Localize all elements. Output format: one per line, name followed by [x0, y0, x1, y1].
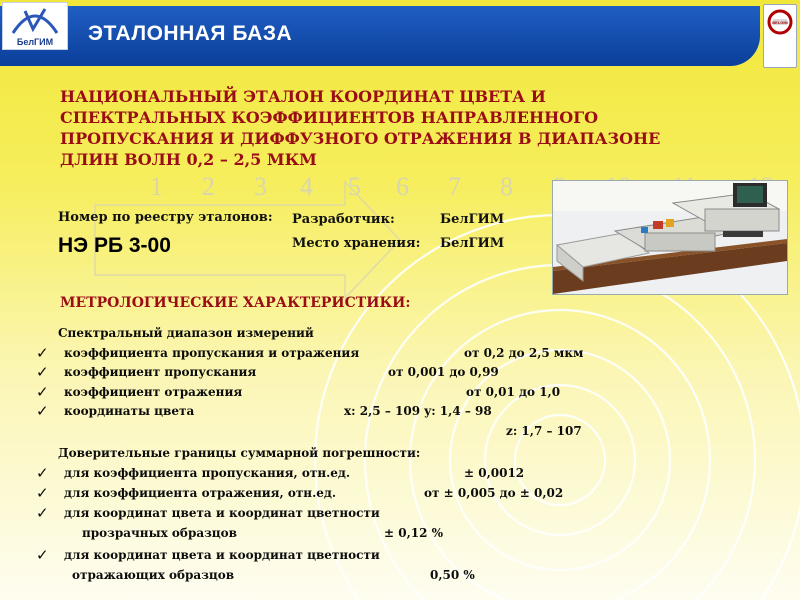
error-item-label: для координат цвета и координат цветности — [64, 548, 380, 562]
heading-line: СПЕКТРАЛЬНЫХ КОЭФФИЦИЕНТОВ НАПРАВЛЕННОГО — [60, 108, 599, 127]
registry-label: Номер по реестру эталонов: — [58, 210, 273, 225]
error-item-label: для координат цвета и координат цветности — [64, 506, 380, 520]
spectral-item-label: коэффициент пропускания — [64, 365, 257, 379]
spectral-item-value: от 0,001 до 0,99 — [388, 365, 499, 379]
checkmark-icon: ✓ — [36, 546, 49, 564]
bg-number: 1 — [150, 172, 163, 201]
error-item-label: для коэффициента отражения, отн.ед. — [64, 486, 337, 500]
logo-left-text: БелГИМ — [16, 37, 54, 47]
page-heading — [60, 86, 710, 170]
belgim-logo-icon — [3, 3, 67, 37]
equipment-photo-drawing — [553, 181, 787, 294]
checkmark-icon: ✓ — [36, 363, 49, 381]
spectral-item-value: x: 2,5 – 109 y: 1,4 – 98 — [344, 404, 492, 418]
storage-label: Место хранения: — [292, 236, 421, 251]
error-item-sublabel: прозрачных образцов — [82, 526, 237, 540]
spectral-item-value: от 0,01 до 1,0 — [466, 385, 561, 399]
spectral-item-value: от 0,2 до 2,5 мкм — [464, 346, 584, 360]
spectral-item-label: координаты цвета — [64, 404, 195, 418]
header-title: ЭТАЛОННАЯ БАЗА — [88, 22, 293, 45]
metrology-heading: МЕТРОЛОГИЧЕСКИЕ ХАРАКТЕРИСТИКИ: — [60, 295, 411, 311]
checkmark-icon: ✓ — [36, 464, 49, 482]
error-item-value: ± 0,0012 — [464, 466, 525, 480]
error-item-sublabel: отражающих образцов — [72, 568, 235, 582]
bg-number: 7 — [448, 172, 461, 201]
heading-line: ДЛИН ВОЛН 0,2 – 2,5 МКМ — [60, 150, 317, 169]
error-item-label: для коэффициента пропускания, отн.ед. — [64, 466, 351, 480]
bg-number: 8 — [500, 172, 513, 201]
checkmark-icon: ✓ — [36, 383, 49, 401]
error-item-value: ± 0,12 % — [384, 526, 444, 540]
spectral-title: Спектральный диапазон измерений — [58, 326, 314, 340]
error-item-value: от ± 0,005 до ± 0,02 — [424, 486, 564, 500]
belgim-logo — [2, 2, 68, 50]
belgim-emblem — [763, 4, 797, 68]
heading-line: НАЦИОНАЛЬНЫЙ ЭТАЛОН КООРДИНАТ ЦВЕТА И — [60, 87, 546, 106]
checkmark-icon: ✓ — [36, 484, 49, 502]
checkmark-icon: ✓ — [36, 402, 49, 420]
error-title: Доверительные границы суммарной погрешности: — [58, 446, 421, 460]
developer-value: БелГИМ — [440, 212, 505, 227]
equipment-photo — [552, 180, 788, 295]
spectral-item-value-z: z: 1,7 – 107 — [506, 424, 582, 438]
bg-number: 6 — [396, 172, 409, 201]
checkmark-icon: ✓ — [36, 504, 49, 522]
emblem-text: BELGIM — [772, 20, 788, 25]
registry-number: НЭ РБ 3-00 — [58, 234, 171, 257]
error-item-value: 0,50 % — [430, 568, 475, 582]
header — [0, 0, 800, 74]
spectral-item-label: коэффициент отражения — [64, 385, 243, 399]
bg-number: 4 — [300, 172, 313, 201]
bg-number: 3 — [254, 172, 267, 201]
bg-number: 2 — [202, 172, 215, 201]
storage-value: БелГИМ — [440, 236, 505, 251]
heading-line: ПРОПУСКАНИЯ И ДИФФУЗНОГО ОТРАЖЕНИЯ В ДИАПАЗОНЕ — [60, 129, 661, 148]
spectral-item-label: коэффициента пропускания и отражения — [64, 346, 360, 360]
bg-number: 5 — [348, 172, 361, 201]
developer-label: Разработчик: — [292, 212, 395, 227]
checkmark-icon: ✓ — [36, 344, 49, 362]
